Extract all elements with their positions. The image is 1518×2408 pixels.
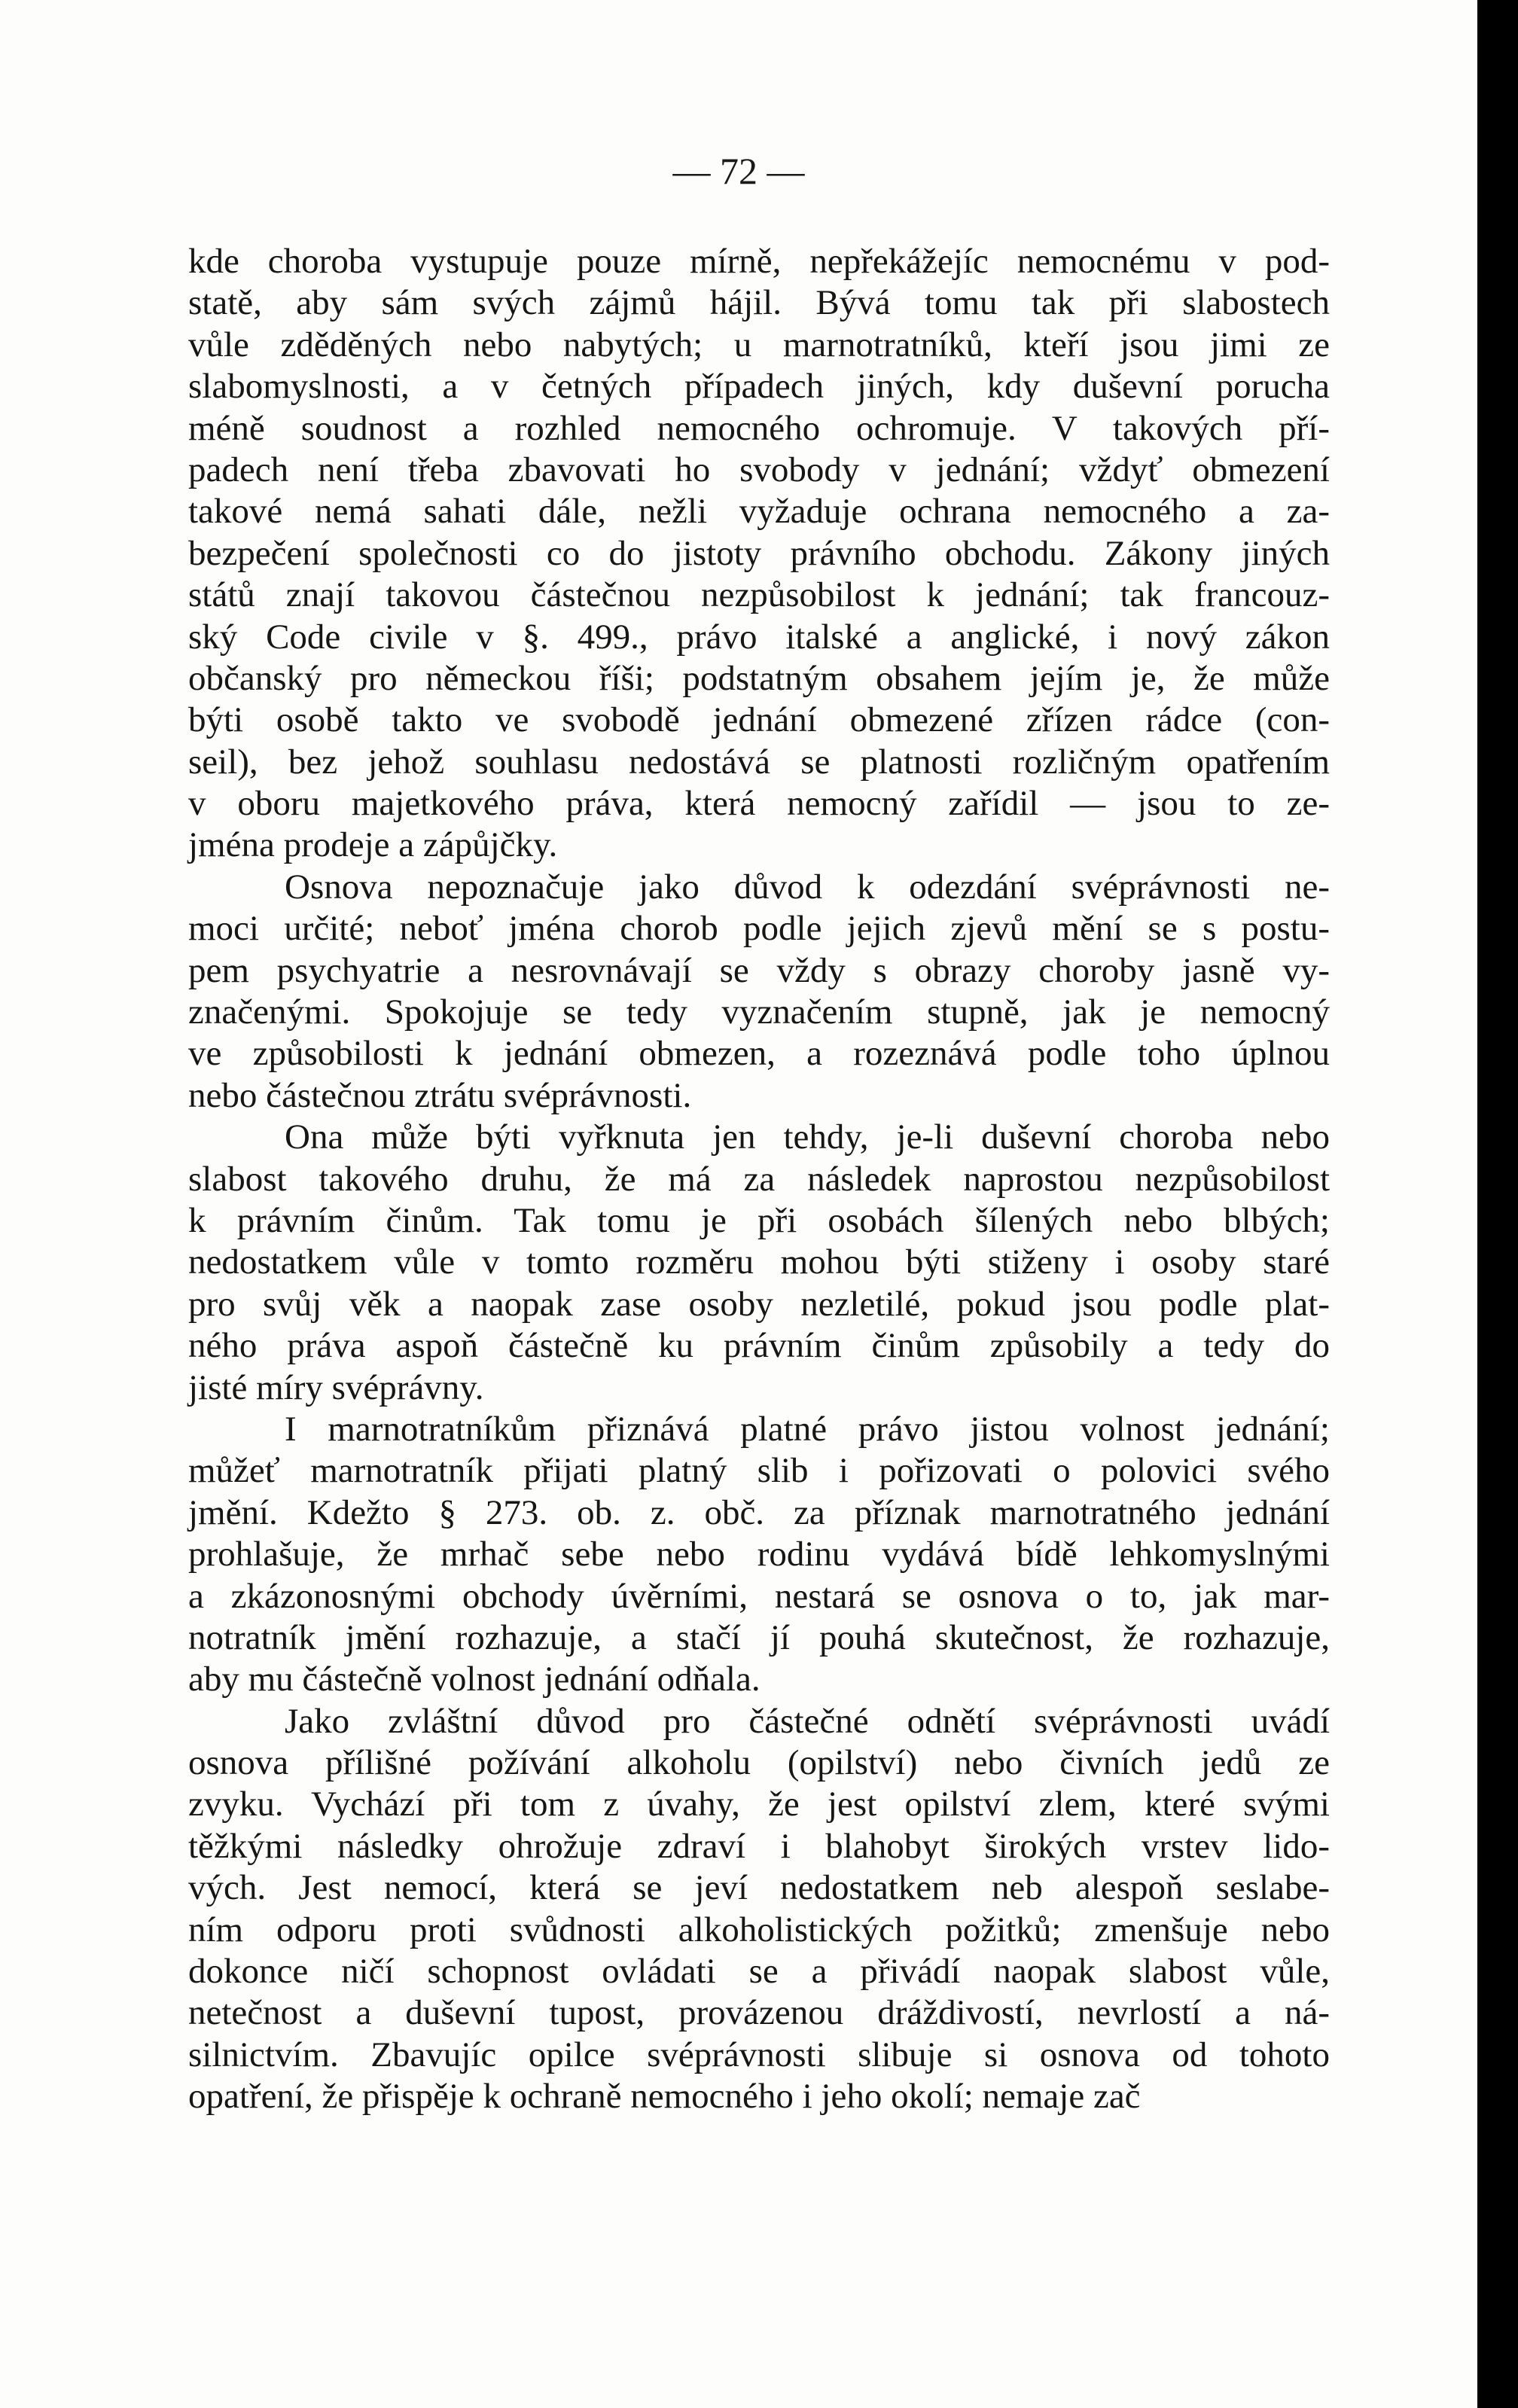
text-line: méně soudnost a rozhled nemocného ochromuje. V takových pří- <box>188 408 1330 448</box>
paragraph <box>188 241 1330 867</box>
text-line: značenými. Spokojuje se tedy vyznačením stupně, jak je nemocný <box>188 992 1330 1032</box>
text-line: jména prodeje a zápůjčky. <box>188 825 558 865</box>
text-line: zvyku. Vychází při tom z úvahy, že jest opilství zlem, které svými <box>188 1785 1330 1824</box>
text-line: pro svůj věk a naopak zase osoby nezletilé, pokud jsou podle plat- <box>188 1284 1330 1324</box>
body-text <box>188 241 1330 2118</box>
text-line: takové nemá sahati dále, nežli vyžaduje ochrana nemocného a za- <box>188 492 1330 532</box>
text-line: notratník jmění rozhazuje, a stačí jí pouhá skutečnost, že rozhazuje, <box>188 1617 1330 1657</box>
text-line: vůle zděděných nebo nabytých; u marnotratníků, kteří jsou jimi ze <box>188 325 1330 364</box>
text-line: občanský pro německou říši; podstatným obsahem jejím je, že může <box>188 658 1330 698</box>
text-line: můžeť marnotratník přijati platný slib i pořizovati o polovici svého <box>188 1451 1330 1491</box>
text-line: bezpečení společnosti co do jistoty právního obchodu. Zákony jiných <box>188 533 1330 573</box>
text-line: netečnost a duševní tupost, provázenou dráždivostí, nevrlostí a ná- <box>188 1993 1330 2033</box>
text-line: těžkými následky ohrožuje zdraví i blahobyt širokých vrstev lido- <box>188 1826 1330 1866</box>
text-line: ného práva aspoň částečně ku právním činům způsobily a tedy do <box>188 1326 1330 1366</box>
text-line: jmění. Kdežto § 273. ob. z. obč. za příznak marnotratného jednání <box>188 1492 1330 1532</box>
page-number: — 72 — <box>672 150 805 192</box>
text-line: prohlašuje, že mrhač sebe nebo rodinu vydává bídě lehkomyslnými <box>188 1535 1330 1574</box>
text-line: osnova přílišné požívání alkoholu (opilství) nebo čivních jedů ze <box>188 1743 1330 1783</box>
text-line: aby mu částečně volnost jednání odňala. <box>188 1660 761 1699</box>
text-line: býti osobě takto ve svobodě jednání obmezené zřízen rádce (con- <box>188 700 1330 740</box>
text-line: silnictvím. Zbavujíc opilce svéprávnosti slibuje si osnova od tohoto <box>188 2035 1330 2074</box>
text-line: dokonce ničí schopnost ovládati se a přivádí naopak slabost vůle, <box>188 1952 1330 1992</box>
text-line: kde choroba vystupuje pouze mírně, nepřekážejíc nemocnému v pod- <box>188 242 1330 281</box>
text-line: statě, aby sám svých zájmů hájil. Bývá tomu tak při slabostech <box>188 283 1330 323</box>
paragraph <box>188 1117 1330 1409</box>
paragraph <box>188 1409 1330 1701</box>
text-line: států znají takovou částečnou nezpůsobilost k jednání; tak francouz- <box>188 575 1330 615</box>
text-line: Jako zvláštní důvod pro částečné odnětí svéprávnosti uvádí <box>285 1701 1330 1741</box>
text-line: vých. Jest nemocí, která se jeví nedostatkem neb alespoň seslabe- <box>188 1868 1330 1908</box>
text-line: jisté míry svéprávny. <box>188 1367 484 1407</box>
text-line: Ona může býti vyřknuta jen tehdy, je-li duševní choroba nebo <box>285 1117 1330 1157</box>
paragraph <box>188 867 1330 1117</box>
text-line: k právním činům. Tak tomu je při osobách šílených nebo blbých; <box>188 1200 1330 1240</box>
paragraph <box>188 1701 1330 2118</box>
text-line: pem psychyatrie a nesrovnávají se vždy s obrazy choroby jasně vy- <box>188 950 1330 990</box>
text-line: slabomyslnosti, a v četných případech jiných, kdy duševní porucha <box>188 367 1330 407</box>
text-line: seil), bez jehož souhlasu nedostává se platnosti rozličným opatřením <box>188 742 1330 782</box>
text-line: I marnotratníkům přiznává platné právo jistou volnost jednání; <box>285 1409 1330 1449</box>
text-line: slabost takového druhu, že má za následek naprostou nezpůsobilost <box>188 1159 1330 1199</box>
text-line: Osnova nepoznačuje jako důvod k odezdání svéprávnosti ne- <box>285 867 1330 907</box>
text-line: ský Code civile v §. 499., právo italské a anglické, i nový zákon <box>188 617 1330 657</box>
text-line: nedostatkem vůle v tomto rozměru mohou býti stiženy i osoby staré <box>188 1242 1330 1282</box>
text-line: v oboru majetkového práva, která nemocný zařídil — jsou to ze- <box>188 784 1330 824</box>
text-line: nebo částečnou ztrátu svéprávnosti. <box>188 1075 692 1115</box>
text-line: a zkázonosnými obchody úvěrními, nestará se osnova o to, jak mar- <box>188 1576 1330 1616</box>
text-line: ním odporu proti svůdnosti alkoholistických požitků; zmenšuje nebo <box>188 1910 1330 1949</box>
text-line: moci určité; neboť jména chorob podle jejich zjevů mění se s postu- <box>188 909 1330 949</box>
text-line: opatření, že přispěje k ochraně nemocného i jeho okolí; nemaje zač <box>188 2077 1141 2117</box>
text-line: ve způsobilosti k jednání obmezen, a rozeznává podle toho úplnou <box>188 1034 1330 1074</box>
text-line: padech není třeba zbavovati ho svobody v jednání; vždyť obmezení <box>188 450 1330 489</box>
